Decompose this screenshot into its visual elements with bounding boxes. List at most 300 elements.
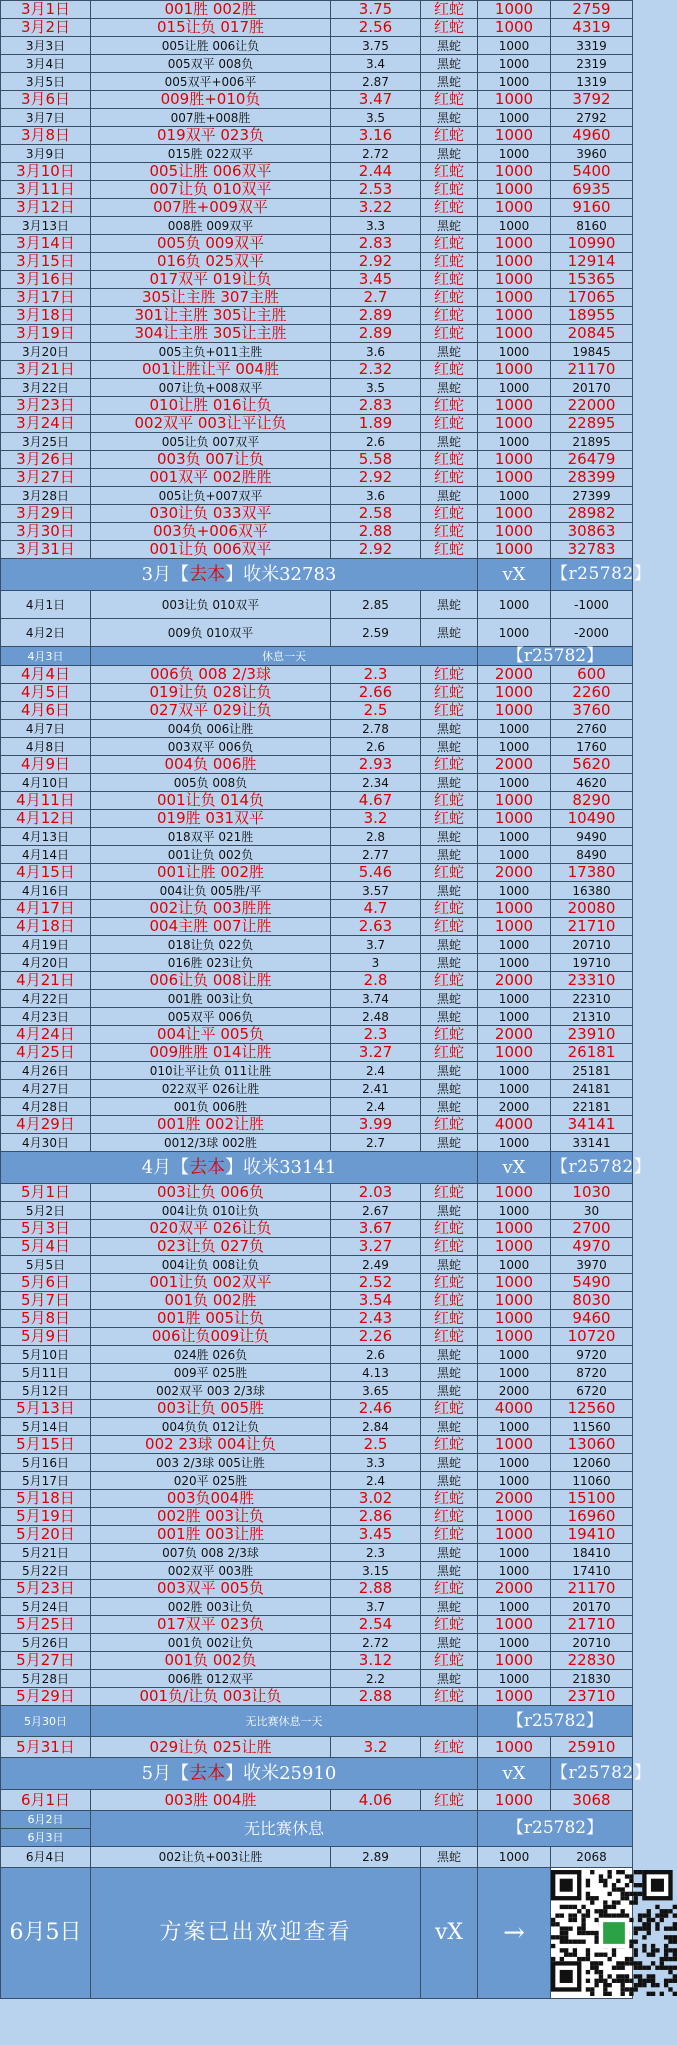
result-cell: 黑蛇 — [421, 1472, 478, 1490]
stake-cell: 1000 — [478, 1202, 551, 1220]
match-cell: 002让负 003胜胜 — [91, 900, 331, 918]
record-row — [1, 720, 633, 738]
record-row — [1, 990, 633, 1008]
stake-cell: 1000 — [478, 523, 551, 541]
stake-cell: 1000 — [478, 361, 551, 379]
odds-cell: 3.54 — [331, 1292, 421, 1310]
match-cell: 004主胜 007让胜 — [91, 918, 331, 936]
match-cell: 016负 025双平 — [91, 253, 331, 271]
odds-cell: 3.3 — [331, 1454, 421, 1472]
balance-cell: 2260 — [551, 684, 633, 702]
date-cell: 4月26日 — [1, 1062, 91, 1080]
result-cell: 红蛇 — [421, 307, 478, 325]
balance-cell: 2319 — [551, 55, 633, 73]
record-row — [1, 1008, 633, 1026]
balance-cell: 32783 — [551, 541, 633, 559]
match-cell: 007让负+008双平 — [91, 379, 331, 397]
result-cell: 黑蛇 — [421, 73, 478, 91]
stake-cell: 2000 — [478, 1580, 551, 1598]
result-cell: 红蛇 — [421, 1526, 478, 1544]
odds-cell: 3.16 — [331, 127, 421, 145]
record-row — [1, 1790, 633, 1811]
balance-cell: 8030 — [551, 1292, 633, 1310]
date-cell: 3月20日 — [1, 343, 91, 361]
match-cell: 006负 008 2/3球 — [91, 666, 331, 684]
balance-cell: 21170 — [551, 1580, 633, 1598]
stake-cell: 1000 — [478, 91, 551, 109]
record-row — [1, 307, 633, 325]
match-cell: 003双平 005负 — [91, 1580, 331, 1598]
odds-cell: 2.63 — [331, 918, 421, 936]
record-row — [1, 325, 633, 343]
odds-cell: 3.4 — [331, 55, 421, 73]
result-cell: 红蛇 — [421, 702, 478, 720]
stake-cell: 1000 — [478, 469, 551, 487]
balance-cell: 13060 — [551, 1436, 633, 1454]
record-row — [1, 1580, 633, 1598]
match-cell: 005双平 006负 — [91, 1008, 331, 1026]
footer-text: 方案已出欢迎查看 — [91, 1868, 421, 1999]
date-cell: 5月6日 — [1, 1274, 91, 1292]
result-cell: 黑蛇 — [421, 1562, 478, 1580]
result-cell: 黑蛇 — [421, 1418, 478, 1436]
result-cell: 黑蛇 — [421, 882, 478, 900]
match-cell: 001让胜让平 004胜 — [91, 361, 331, 379]
result-cell: 红蛇 — [421, 289, 478, 307]
stake-cell: 1000 — [478, 433, 551, 451]
stake-cell: 1000 — [478, 307, 551, 325]
balance-cell: 21170 — [551, 361, 633, 379]
match-cell: 301让主胜 305让主胜 — [91, 307, 331, 325]
match-cell: 001让胜 002胜 — [91, 864, 331, 882]
record-row — [1, 1256, 633, 1274]
odds-cell: 2.4 — [331, 1062, 421, 1080]
record-row — [1, 1116, 633, 1134]
date-cell: 3月10日 — [1, 163, 91, 181]
may-rest-date: 5月30日 — [1, 1706, 91, 1737]
record-row — [1, 1184, 633, 1202]
stake-cell: 1000 — [478, 73, 551, 91]
date-cell: 4月16日 — [1, 882, 91, 900]
match-cell: 009平 025胜 — [91, 1364, 331, 1382]
record-row — [1, 774, 633, 792]
stake-cell: 1000 — [478, 619, 551, 647]
qr-code[interactable] — [551, 1868, 633, 1999]
date-cell: 4月10日 — [1, 774, 91, 792]
result-cell: 黑蛇 — [421, 1382, 478, 1400]
date-cell: 5月25日 — [1, 1616, 91, 1634]
result-cell: 红蛇 — [421, 361, 478, 379]
match-cell: 019让负 028让负 — [91, 684, 331, 702]
odds-cell: 3.47 — [331, 91, 421, 109]
match-cell: 024胜 026负 — [91, 1346, 331, 1364]
stake-cell: 1000 — [478, 1790, 551, 1811]
stake-cell: 1000 — [478, 217, 551, 235]
april-rest-note: 休息一天 — [91, 647, 478, 666]
date-cell: 5月18日 — [1, 1490, 91, 1508]
date-cell: 5月22日 — [1, 1562, 91, 1580]
date-cell: 5月21日 — [1, 1544, 91, 1562]
stake-cell: 1000 — [478, 1292, 551, 1310]
balance-cell: 5490 — [551, 1274, 633, 1292]
result-cell: 红蛇 — [421, 1508, 478, 1526]
result-cell: 红蛇 — [421, 1184, 478, 1202]
stake-cell: 1000 — [478, 1418, 551, 1436]
record-row — [1, 523, 633, 541]
date-cell: 3月11日 — [1, 181, 91, 199]
result-cell: 红蛇 — [421, 1292, 478, 1310]
stake-cell: 1000 — [478, 451, 551, 469]
odds-cell: 4.13 — [331, 1364, 421, 1382]
result-cell: 红蛇 — [421, 415, 478, 433]
balance-cell: 23710 — [551, 1688, 633, 1706]
odds-cell: 3.6 — [331, 487, 421, 505]
match-cell: 003负+006双平 — [91, 523, 331, 541]
result-cell: 红蛇 — [421, 1328, 478, 1346]
date-cell: 4月30日 — [1, 1134, 91, 1152]
stake-cell: 4000 — [478, 1400, 551, 1418]
match-cell: 007胜+009双平 — [91, 199, 331, 217]
odds-cell: 2.72 — [331, 1634, 421, 1652]
date-cell: 5月29日 — [1, 1688, 91, 1706]
match-cell: 006让负009让负 — [91, 1328, 331, 1346]
record-row — [1, 1472, 633, 1490]
balance-cell: 8720 — [551, 1364, 633, 1382]
balance-cell: 19710 — [551, 954, 633, 972]
record-row — [1, 1418, 633, 1436]
record-row — [1, 451, 633, 469]
balance-cell: 600 — [551, 666, 633, 684]
march-summary-vx: vX — [478, 559, 551, 591]
date-cell: 4月7日 — [1, 720, 91, 738]
march-rows — [1, 1, 633, 559]
date-cell: 4月22日 — [1, 990, 91, 1008]
match-cell: 001胜 002胜 — [91, 1, 331, 19]
stake-cell: 1000 — [478, 1220, 551, 1238]
match-cell: 006让负 008让胜 — [91, 972, 331, 990]
odds-cell: 2.26 — [331, 1328, 421, 1346]
march-summary-row — [1, 559, 633, 591]
odds-cell: 2.88 — [331, 1688, 421, 1706]
balance-cell: 4960 — [551, 127, 633, 145]
stake-cell: 1000 — [478, 792, 551, 810]
stake-cell: 1000 — [478, 1688, 551, 1706]
date-cell: 3月6日 — [1, 91, 91, 109]
stake-cell: 1000 — [478, 591, 551, 619]
odds-cell: 3.5 — [331, 109, 421, 127]
balance-cell: 22895 — [551, 415, 633, 433]
date-cell: 5月20日 — [1, 1526, 91, 1544]
match-cell: 019胜 031双平 — [91, 810, 331, 828]
record-row — [1, 1382, 633, 1400]
match-cell: 010让平让负 011让胜 — [91, 1062, 331, 1080]
balance-cell: 11060 — [551, 1472, 633, 1490]
balance-cell: 25181 — [551, 1062, 633, 1080]
date-cell: 3月13日 — [1, 217, 91, 235]
result-cell: 黑蛇 — [421, 720, 478, 738]
stake-cell: 1000 — [478, 1737, 551, 1758]
record-row — [1, 1400, 633, 1418]
may-rest-row — [1, 1706, 633, 1737]
match-cell: 007负 008 2/3球 — [91, 1544, 331, 1562]
balance-cell: 17380 — [551, 864, 633, 882]
april-rest-row — [1, 647, 633, 666]
odds-cell: 2.93 — [331, 756, 421, 774]
qr-code-image — [551, 1870, 677, 1996]
record-row — [1, 1670, 633, 1688]
match-cell: 305让主胜 307主胜 — [91, 289, 331, 307]
result-cell: 红蛇 — [421, 918, 478, 936]
balance-cell: 3068 — [551, 1790, 633, 1811]
odds-cell: 3.45 — [331, 1526, 421, 1544]
match-cell: 018双平 021胜 — [91, 828, 331, 846]
date-cell: 4月15日 — [1, 864, 91, 882]
record-row — [1, 1526, 633, 1544]
record-row — [1, 1562, 633, 1580]
result-cell: 黑蛇 — [421, 1098, 478, 1116]
stake-cell: 1000 — [478, 271, 551, 289]
record-row — [1, 756, 633, 774]
odds-cell: 2.43 — [331, 1310, 421, 1328]
result-cell: 红蛇 — [421, 684, 478, 702]
may-summary-vx: vX — [478, 1758, 551, 1790]
record-row — [1, 1062, 633, 1080]
record-row — [1, 1220, 633, 1238]
odds-cell: 2.89 — [331, 325, 421, 343]
stake-cell: 1000 — [478, 397, 551, 415]
balance-cell: 34141 — [551, 1116, 633, 1134]
balance-cell: 2700 — [551, 1220, 633, 1238]
june-rest-row-1 — [1, 1811, 633, 1829]
match-cell: 001胜 002让胜 — [91, 1116, 331, 1134]
record-row — [1, 1737, 633, 1758]
date-cell: 3月1日 — [1, 1, 91, 19]
result-cell: 红蛇 — [421, 1, 478, 19]
stake-cell: 1000 — [478, 235, 551, 253]
stake-cell: 1000 — [478, 1008, 551, 1026]
date-cell: 3月31日 — [1, 541, 91, 559]
odds-cell: 2.59 — [331, 619, 421, 647]
stake-cell: 1000 — [478, 37, 551, 55]
stake-cell: 1000 — [478, 289, 551, 307]
odds-cell: 3.22 — [331, 199, 421, 217]
balance-cell: 9460 — [551, 1310, 633, 1328]
june-rest-code: 【r25782】 — [478, 1811, 633, 1847]
record-row — [1, 1328, 633, 1346]
odds-cell: 3.75 — [331, 1, 421, 19]
result-cell: 红蛇 — [421, 271, 478, 289]
odds-cell: 2.66 — [331, 684, 421, 702]
odds-cell: 2.32 — [331, 361, 421, 379]
stake-cell: 1000 — [478, 684, 551, 702]
stake-cell: 1000 — [478, 1346, 551, 1364]
balance-cell: -2000 — [551, 619, 633, 647]
result-cell: 红蛇 — [421, 1274, 478, 1292]
match-cell: 004负负 012让负 — [91, 1418, 331, 1436]
odds-cell: 2.78 — [331, 720, 421, 738]
odds-cell: 2.92 — [331, 253, 421, 271]
june-rest-date-1: 6月2日 — [1, 1811, 91, 1829]
odds-cell: 2.86 — [331, 1508, 421, 1526]
date-cell: 3月30日 — [1, 523, 91, 541]
date-cell: 5月26日 — [1, 1634, 91, 1652]
result-cell: 红蛇 — [421, 792, 478, 810]
match-cell: 019双平 023负 — [91, 127, 331, 145]
odds-cell: 3.7 — [331, 936, 421, 954]
stake-cell: 1000 — [478, 1598, 551, 1616]
date-cell: 4月28日 — [1, 1098, 91, 1116]
stake-cell: 1000 — [478, 253, 551, 271]
date-cell: 5月2日 — [1, 1202, 91, 1220]
match-cell: 010让胜 016让负 — [91, 397, 331, 415]
march-summary-code: 【r25782】 — [551, 559, 633, 591]
balance-cell: 21710 — [551, 1616, 633, 1634]
date-cell: 5月4日 — [1, 1238, 91, 1256]
odds-cell: 3.45 — [331, 271, 421, 289]
balance-cell: 18410 — [551, 1544, 633, 1562]
april-summary-row — [1, 1152, 633, 1184]
record-row — [1, 1044, 633, 1062]
date-cell: 4月25日 — [1, 1044, 91, 1062]
balance-cell: 2792 — [551, 109, 633, 127]
balance-cell: 19410 — [551, 1526, 633, 1544]
date-cell: 4月11日 — [1, 792, 91, 810]
match-cell: 001胜 003让胜 — [91, 1526, 331, 1544]
result-cell: 黑蛇 — [421, 1634, 478, 1652]
record-row — [1, 19, 633, 37]
odds-cell: 2.7 — [331, 289, 421, 307]
date-cell: 3月2日 — [1, 19, 91, 37]
odds-cell: 2.88 — [331, 523, 421, 541]
record-row — [1, 738, 633, 756]
record-row — [1, 73, 633, 91]
balance-cell: 11560 — [551, 1418, 633, 1436]
odds-cell: 2.54 — [331, 1616, 421, 1634]
date-cell: 5月13日 — [1, 1400, 91, 1418]
stake-cell: 2000 — [478, 864, 551, 882]
june-rest-note: 无比赛休息 — [91, 1811, 478, 1847]
date-cell: 5月17日 — [1, 1472, 91, 1490]
balance-cell: 16960 — [551, 1508, 633, 1526]
odds-cell: 5.46 — [331, 864, 421, 882]
odds-cell: 3.99 — [331, 1116, 421, 1134]
balance-cell: 3760 — [551, 702, 633, 720]
odds-cell: 5.58 — [331, 451, 421, 469]
record-row — [1, 1026, 633, 1044]
record-row — [1, 1292, 633, 1310]
balance-cell: 12060 — [551, 1454, 633, 1472]
stake-cell: 1000 — [478, 720, 551, 738]
match-cell: 004让负 008让负 — [91, 1256, 331, 1274]
stake-cell: 1000 — [478, 1238, 551, 1256]
balance-cell: 25910 — [551, 1737, 633, 1758]
balance-cell: 20710 — [551, 1634, 633, 1652]
match-cell: 017双平 019让负 — [91, 271, 331, 289]
record-row — [1, 55, 633, 73]
stake-cell: 1000 — [478, 1184, 551, 1202]
result-cell: 红蛇 — [421, 541, 478, 559]
result-cell: 红蛇 — [421, 1116, 478, 1134]
odds-cell: 2.49 — [331, 1256, 421, 1274]
record-row — [1, 864, 633, 882]
date-cell: 4月5日 — [1, 684, 91, 702]
balance-cell: 21310 — [551, 1008, 633, 1026]
stake-cell: 1000 — [478, 1328, 551, 1346]
odds-cell: 4.7 — [331, 900, 421, 918]
match-cell: 003让负 010双平 — [91, 591, 331, 619]
record-row — [1, 1, 633, 19]
stake-cell: 1000 — [478, 163, 551, 181]
result-cell: 红蛇 — [421, 1790, 478, 1811]
result-cell: 红蛇 — [421, 1310, 478, 1328]
record-row — [1, 1202, 633, 1220]
date-cell: 4月13日 — [1, 828, 91, 846]
odds-cell: 2.53 — [331, 181, 421, 199]
stake-cell: 4000 — [478, 1116, 551, 1134]
odds-cell: 2.2 — [331, 1670, 421, 1688]
match-cell: 005负 008负 — [91, 774, 331, 792]
result-cell: 黑蛇 — [421, 487, 478, 505]
balance-cell: 23310 — [551, 972, 633, 990]
record-row — [1, 702, 633, 720]
record-row — [1, 91, 633, 109]
result-cell: 黑蛇 — [421, 1598, 478, 1616]
odds-cell: 3.2 — [331, 1737, 421, 1758]
result-cell: 红蛇 — [421, 19, 478, 37]
match-cell: 005双平 008负 — [91, 55, 331, 73]
odds-cell: 2.34 — [331, 774, 421, 792]
may-last-row — [1, 1737, 633, 1758]
match-cell: 005主负+011主胜 — [91, 343, 331, 361]
record-row — [1, 1544, 633, 1562]
result-cell: 红蛇 — [421, 163, 478, 181]
balance-cell: 8160 — [551, 217, 633, 235]
date-cell: 4月1日 — [1, 591, 91, 619]
result-cell: 黑蛇 — [421, 738, 478, 756]
stake-cell: 1000 — [478, 900, 551, 918]
stake-cell: 1000 — [478, 55, 551, 73]
date-cell: 4月2日 — [1, 619, 91, 647]
balance-cell: 5400 — [551, 163, 633, 181]
record-row — [1, 591, 633, 619]
balance-cell: 9160 — [551, 199, 633, 217]
odds-cell: 4.06 — [331, 1790, 421, 1811]
match-cell: 023让负 027负 — [91, 1238, 331, 1256]
match-cell: 020平 025胜 — [91, 1472, 331, 1490]
result-cell: 黑蛇 — [421, 109, 478, 127]
odds-cell: 2.58 — [331, 505, 421, 523]
odds-cell: 3.67 — [331, 1220, 421, 1238]
stake-cell: 1000 — [478, 1847, 551, 1868]
record-row — [1, 235, 633, 253]
balance-cell: 8490 — [551, 846, 633, 864]
record-row — [1, 918, 633, 936]
date-cell: 5月27日 — [1, 1652, 91, 1670]
result-cell: 红蛇 — [421, 1220, 478, 1238]
match-cell: 002双平 003 2/3球 — [91, 1382, 331, 1400]
may-rest-note: 无比赛休息一天 — [91, 1706, 478, 1737]
record-row — [1, 1238, 633, 1256]
odds-cell: 2.67 — [331, 1202, 421, 1220]
balance-cell: 20080 — [551, 900, 633, 918]
stake-cell: 1000 — [478, 199, 551, 217]
match-cell: 007胜+008胜 — [91, 109, 331, 127]
date-cell: 4月20日 — [1, 954, 91, 972]
record-row — [1, 1688, 633, 1706]
result-cell: 黑蛇 — [421, 1256, 478, 1274]
match-cell: 001让负 002负 — [91, 846, 331, 864]
record-row — [1, 972, 633, 990]
